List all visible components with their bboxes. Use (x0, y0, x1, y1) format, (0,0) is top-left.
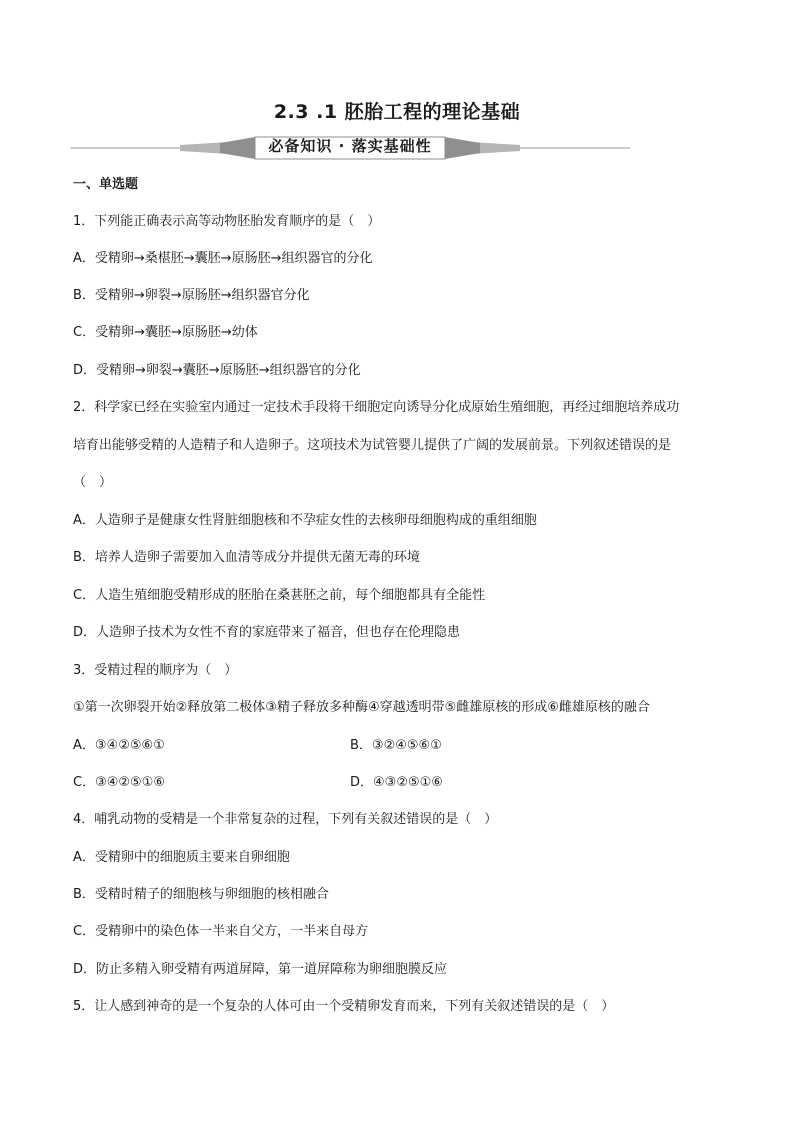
section-banner (70, 132, 630, 162)
section-heading: 一、单选题 (73, 177, 139, 192)
question-2-stem-line-1: 2．科学家已经在实验室内通过一定技术手段将干细胞定向诱导分化成原始生殖细胞，再经过细胞培养成功 (73, 400, 680, 415)
question-4-stem: 4．哺乳动物的受精是一个非常复杂的过程，下列有关叙述错误的是（ ） (73, 812, 498, 827)
question-3-items: ①第一次卵裂开始②释放第二极体③精子释放多种酶④穿越透明带⑤雌雄原核的形成⑥雌雄原核的融合 (73, 700, 650, 715)
question-4-option-c: C．受精卵中的染色体一半来自父方，一半来自母方 (73, 924, 369, 939)
question-3-option-b: B．③②④⑤⑥① (350, 738, 442, 753)
question-4-option-a: A．受精卵中的细胞质主要来自卵细胞 (73, 850, 290, 865)
question-3-option-c: C．③④②⑤①⑥ (73, 775, 166, 790)
question-4-option-b: B．受精时精子的细胞核与卵细胞的核相融合 (73, 887, 329, 902)
question-1-option-d: D．受精卵→卵裂→囊胚→原肠胚→组织器官的分化 (73, 363, 361, 378)
question-2-option-a: A．人造卵子是健康女性肾脏细胞核和不孕症女性的去核卵母细胞构成的重组细胞 (73, 513, 537, 528)
question-2-stem-line-3: （ ） (73, 475, 113, 490)
question-2-option-b: B．培养人造卵子需要加入血清等成分并提供无菌无毒的环境 (73, 550, 420, 565)
banner-label: 必备知识 · 落实基础性 (268, 137, 432, 155)
question-1-stem: 1．下列能正确表示高等动物胚胎发育顺序的是（ ） (73, 214, 381, 229)
question-1-option-c: C．受精卵→囊胚→原肠胚→幼体 (73, 325, 258, 340)
question-2-option-d: D．人造卵子技术为女性不育的家庭带来了福音，但也存在伦理隐患 (73, 625, 461, 640)
page-title: 2.3 .1 胚胎工程的理论基础 (273, 101, 521, 123)
question-3-option-a: A．③④②⑤⑥① (73, 738, 165, 753)
question-2-stem-line-2: 培育出能够受精的人造精子和人造卵子。这项技术为试管婴儿提供了广阔的发展前景。下列叙述错误的是 (73, 438, 672, 453)
question-3-option-d: D．④③②⑤①⑥ (350, 775, 443, 790)
question-2-option-c: C．人造生殖细胞受精形成的胚胎在桑葚胚之前，每个细胞都具有全能性 (73, 588, 486, 603)
question-4-option-d: D．防止多精入卵受精有两道屏障，第一道屏障称为卵细胞膜反应 (73, 962, 448, 977)
question-5-stem: 5．让人感到神奇的是一个复杂的人体可由一个受精卵发育而来，下列有关叙述错误的是（ ） (73, 999, 615, 1014)
question-1-option-a: A．受精卵→桑椹胚→囊胚→原肠胚→组织器官的分化 (73, 251, 373, 266)
question-3-stem: 3．受精过程的顺序为（ ） (73, 663, 238, 678)
question-1-option-b: B．受精卵→卵裂→原肠胚→组织器官分化 (73, 288, 310, 303)
